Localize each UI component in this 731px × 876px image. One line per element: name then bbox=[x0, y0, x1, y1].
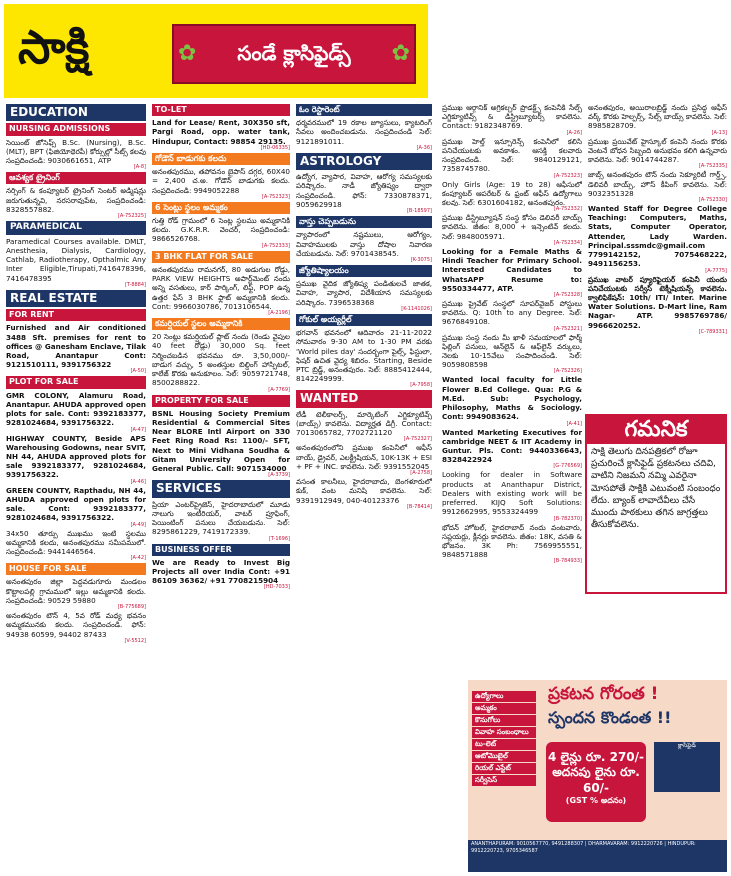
subsection-business: BUSINESS OFFER bbox=[152, 544, 290, 556]
classified-ad: భగవాన్ భవనంలో ఆదివారం 21-11-2022 సోమవారం 9-30 AM to 1-30 PM వరకు 'World piles day' సందర్భంగా పైల్స్, ఫిస్టులా, ఫిషర్ ఉచిత వైద్య శిబిరం. Starting, Beside PTC బ్రిడ్జ్, అనంతపురం. సెల్: 8885412444, 8142249999. [A-7958] bbox=[296, 328, 432, 389]
classified-ad: Furnished and Air conditioned 3488 Sft. premises for rent to offices @ Ganesham Enclave, Tilak Road, Anantapur Cont: 9121510111, 9391756322 [A-50] bbox=[6, 323, 146, 375]
classified-ad: Looking for a Female Maths & Hindi Teacher for Primary School. Interested Candidates to WhatsAPP Resume to: 9550334477, ATP. [A-752328] bbox=[442, 246, 582, 298]
subsection-lease: గోడౌన్ బాడుగకు కలదు bbox=[152, 153, 290, 165]
category-tag: టు-లెట్ bbox=[472, 739, 536, 750]
category-tag: ఉద్యోగాలు bbox=[472, 691, 536, 702]
column-4 bbox=[442, 102, 582, 676]
classified-ad: ప్రముఖ హెల్త్ ఇన్సూరెన్స్ కంపెనీలో కలిసి పనిచేయుటకు అవకాశం. ఆసక్తి కలవారు సంప్రదించండి. సెల్: 9840129121, 7358745780. [A-752323] bbox=[442, 136, 582, 179]
classified-ad: వసంత కాలనీలు, హైదరాబాదు, బెంగళూరులో కుక్, వంట మనిషి కావలెను. సెల్: 9391912949, 040-40123376 [B-78414] bbox=[296, 477, 432, 510]
classified-ad: జాబ్స్ అనంతపురం టౌన్ నందు సెక్యూరిటీ గార్డ్స్, డెలివరీ బాయ్స్, హౌస్ కీపింగ్ కావలెను. సెల్: 9032351328 [A-752330] bbox=[588, 170, 727, 203]
section-real-estate: REAL ESTATE bbox=[6, 290, 146, 307]
subsection-flat: 3 BHK FLAT FOR SALE bbox=[152, 251, 290, 263]
category-tag: రియల్ ఎస్టేట్ bbox=[472, 763, 536, 774]
classified-ad: అనంతపురం జిల్లా పెద్దవడుగూరు మండలం కొట్టాలపల్లి గ్రామములో ఇల్లు అమ్మకానికి కలదు. సంప్రదించండి: 90529 59880 [B-775689] bbox=[6, 577, 146, 611]
classified-ad: గుత్తి రోడ్ గ్రామంలో 6 సెంట్ల స్థలము అమ్మకానికి కలదు. G.K.R.R. వెంచర్, సంప్రదించండి: 9866526768. [A-752333] bbox=[152, 216, 290, 249]
promo-badge: క్లాసిఫైడ్ bbox=[654, 742, 720, 792]
classified-ad: ప్రముఖ ప్రయివేట్ హైస్కూల్ కంపెనీ నందు కొరకు వెంటనే బోధన సిబ్బంది అనుభవం కలిగి ఉన్నవారు కావలెను. సెల్: 9014744287. [A-752335] bbox=[588, 136, 727, 170]
subsection-to-let: TO-LET bbox=[152, 104, 290, 116]
subsection-vastu: వాస్తు చెప్పబడును bbox=[296, 216, 432, 228]
classified-ad: Only Girls (Age: 19 to 28) ఆఫీసులో కంప్యూటర్ ఆపరేటర్ & ఫ్రంట్ ఆఫీస్ ఉద్యోగాలు కలవు. సెల్: 6301604182, అనంతపురం. [A-752332] bbox=[442, 179, 582, 213]
subsection-nursing: NURSING ADMISSIONS bbox=[6, 123, 146, 135]
section-astrology: ASTROLOGY bbox=[296, 153, 432, 170]
classified-ad: ప్రియా ఎంటర్‌ప్రైజెస్, హైదరాబాదులో మూడు నాలుగు ఇంటీరియర్, వాటర్ ప్రూఫింగ్, పెయింటింగ్ పనులు చేయబడును. సెల్: 8295861229, 7419172339. [T-1696] bbox=[152, 499, 290, 542]
butterfly-icon: ✿ bbox=[178, 41, 197, 66]
subsection-gokul: గోకుల్ అయ్యర్లీల్ bbox=[296, 314, 432, 326]
notice-text: సాక్షి తెలుగు దినపత్రికలో రోజూ ప్రచురించే క్లాసిఫైడ్ ప్రకటనలు చదివి, వాటిని నిజమని నమ్మి ఎవరైనా మోసపోతే సాక్షికి ఎటువంటి సంబంధం లేదు. బ్యాంక్ లావాదేవీలు చేసే ముందు పాఠకులు తగిన జాగ్రత్తలు తీసుకోవలెను. bbox=[591, 447, 721, 530]
subsection-sites: 6 సెంట్లు స్థలం అమ్మకం bbox=[152, 202, 290, 214]
classified-ad: GREEN COUNTY, Rapthadu, NH 44, AHUDA approved open plots for sale. Cont: 9392183377, 9281024684, 9391756322. [A-49] bbox=[6, 485, 146, 528]
classified-ad: 20 సెంట్లు కమర్షియల్ ప్లాట్ నందు (రెండు వైపుల 40 feet రోడ్లు) 30,000 Sq. feet నిర్మించబడిన భవనము రూ. 3,50,000/- బాడుగ వచ్చు, 5 అంతస్తుల బిల్డింగ్ హాస్పిటల్, కాలేజ్ కొరకు అనుకూలం. సెల్: 9059721748, 8500288822. [A-7769] bbox=[152, 332, 290, 393]
subsection-property: PROPERTY FOR SALE bbox=[152, 395, 290, 407]
classified-ad: వ్యాపారంలో నష్టములు, ఆరోగ్యం, వివాహములకు వాస్తు దోషాల నివారణ చేయబడును. సెల్: 9701438545. [K-3075] bbox=[296, 230, 432, 264]
column-3 bbox=[296, 102, 432, 872]
price-box bbox=[546, 742, 646, 822]
promo-subtitle: స్పందన కొండంత !! bbox=[548, 708, 672, 727]
category-tag: అమ్మకం bbox=[472, 703, 536, 714]
price-line-1: 4 లైన్లు రూ. 270/- bbox=[547, 750, 645, 764]
classified-ad: Paramedical Courses available. DMLT, Anesthesia, Dialysis, Cardiology, Cathlab, Radiotherapy, Opthalmic Any Inter Eligible,Tirupati,7416478396, 7416478395 [T-8884] bbox=[6, 236, 146, 288]
classified-ad: అనంతపురము, తపోవనం బైపాస్ దగ్గర, 60X40 = 2,400 చ.అ. గోడౌన్ బాడుగకు కలదు. సంప్రదించండి: 9949052288 [A-752323] bbox=[152, 167, 290, 200]
classified-promo-ad bbox=[468, 680, 727, 872]
category-tag: కొనుగోలు bbox=[472, 715, 536, 726]
section-education: EDUCATION bbox=[6, 104, 146, 121]
notice-box bbox=[585, 414, 727, 594]
classified-ad: We are Ready to Invest Big Projects all over India Cont: +91 86109 36362/ +91 7708215904 [HD-7033] bbox=[152, 557, 290, 591]
sunday-classifieds-banner bbox=[172, 24, 416, 84]
banner-title: సండే క్లాసిఫైడ్స్ bbox=[237, 41, 351, 66]
section-services: SERVICES bbox=[152, 480, 290, 497]
classified-ad: ఉద్యోగ, వ్యాపార, వివాహ, ఆరోగ్య సమస్యలకు పరిష్కారం. నాడీ జ్యోతిష్యం ద్వారా సంప్రదించండి. ఫోన్: 7330878371, 9059629918 [B-18597] bbox=[296, 172, 432, 215]
classified-ad: GMR COLONY, Alamuru Road, Anantapur. AHUDA approved open plots for sale. Cont: 9392183377, 9281024684, 9391756322. [A-47] bbox=[6, 390, 146, 433]
column-1 bbox=[6, 102, 146, 872]
price-line-2: అదనపు లైను రూ. 60/- bbox=[552, 765, 640, 795]
classified-ad: లేడీ టెలీకాలర్స్, మార్కెటింగ్ ఎగ్జిక్యూటివ్స్ (బాయ్స్) కావలెను. విద్యార్హత డిగ్రీ. Contact: 7013065782, 7702721120 [A-752327] bbox=[296, 409, 432, 443]
classified-ad: ప్రముఖ సంస్థ నందు మీ ఖాళీ సమయాలలో ఫార్మ్ ఫిల్లింగ్ పనులు, ఆన్‌లైన్ & ఆఫ్‌లైన్ వర్కులు, నెలకు 10-15వేలు సంపాదించండి. సెల్: 9059808598 [A-752326] bbox=[442, 332, 582, 375]
classified-ad: నర్సింగ్ & కంప్యూటర్ ట్రైనింగ్ సెంటర్ అడ్మిషన్లు జరుగుతున్నవి, నరసరావుపేట, సంప్రదించండి: 8328557882. [A-752325] bbox=[6, 186, 146, 220]
promo-contacts: ANANTHAPURAM: 9010567770, 9491288307 | DHARMAVARAM: 9912220726 | HINDUPUR: 9912220723, 9705346587 bbox=[468, 840, 727, 872]
classified-ad: ప్రముఖ వైదిక జ్యోతిష్య పండితులచే జాతక, వివాహ, వ్యాపార, విదేశీయాన సమస్యలకు పరిష్కారం. 7396538368 [K-1141026] bbox=[296, 279, 432, 312]
classified-ad: అనంతపురము రామనగర్, 80 అడుగుల రోడ్డు, PARK VIEW HEIGHTS అపార్ట్‌మెంట్ నందు అన్ని వసతులు, కార్ పార్కింగ్, లిఫ్ట్, POP ఉన్న ఉత్తర ఫేస్ 3 BHK ఫ్లాట్ అమ్మకానికి కలదు. Cont: 9966030786, 7013106544. [A-2196] bbox=[152, 264, 290, 316]
classified-ad: ధర్మవరములో 19 రకాల జ్యూసులు, క్యాటరింగ్ సేవలు అందించబడును. సంప్రదించండి సెల్: 9121891011. [A-36] bbox=[296, 118, 432, 151]
subsection-for-rent: FOR RENT bbox=[6, 309, 146, 321]
classified-ad: Wanted Staff for Degree College Teaching: Computers, Maths, Stats, Computer Operator, Attender, Lady Warden. Principal.sssmdc@gmail.com 7799142152, 7075468222, 9491156253. [A-7775] bbox=[588, 203, 727, 274]
subsection-jyotish: జ్యోతిష్యాలయం bbox=[296, 265, 432, 277]
subsection-house-sale: HOUSE FOR SALE bbox=[6, 563, 146, 575]
column-5 bbox=[588, 102, 727, 410]
category-tag: వివాహ సంబంధాలు bbox=[472, 727, 536, 738]
category-tags bbox=[472, 690, 536, 787]
classified-ad: Looking for dealer in Software products at Ananthapur District, Dealers with existing work will be preferred. KIJQ Soft Solutions: 9912662995, 9553324499 [B-782370] bbox=[442, 470, 582, 522]
section-paramedical: PARAMEDICAL bbox=[6, 221, 146, 235]
masthead bbox=[4, 4, 428, 98]
classified-ad: అనంతపురంలోని ప్రముఖ కంపెనీలో ఆఫీస్ బాయ్, డ్రైవర్, ఎలక్ట్రీషియన్, 10K-13K + ESI + PF + INC. కావలెను. సెల్: 9391552045 [A-2758] bbox=[296, 443, 432, 477]
classified-ad: ప్రముఖ ఆర్గానిక్ అగ్రికల్చర్ ప్రొడక్ట్స్ కంపెనీకి సేల్స్ ఎగ్జిక్యూటివ్స్ & డిస్ట్రిబ్యూటర్స్ కావలెను. Contact: 9182348769. [A-26] bbox=[442, 103, 582, 136]
sakshi-logo: సాక్షి bbox=[18, 20, 90, 74]
subsection-training: ఆవశ్యక ట్రైనింగ్ bbox=[6, 172, 146, 184]
category-tag: ఆటోమొబైల్ bbox=[472, 751, 536, 762]
butterfly-icon: ✿ bbox=[391, 41, 410, 66]
subsection-commercial: కమర్షియల్ స్థలం అమ్మకానికి bbox=[152, 318, 290, 330]
classified-ad: BSNL Housing Society Premium Residential & Commercial Sites Near BLORE Intl Airport on 330 Feet Ring Road Rs: 1100/- SFT, Next to Mini Vidhana Soudha & Gitam University Open for General Public. Call: 9071534000 [A-3739] bbox=[152, 408, 290, 479]
classified-ad: సెయింట్ జోసెఫ్స్ B.Sc. (Nursing), B.Sc. (MLT), BPT (ఫిజియోథెరపీ) కోర్సుల్లో సీట్స్ కలవు సంప్రదించండి: 9030661651, ATP [A-8] bbox=[6, 137, 146, 171]
classified-ad: Wanted Marketing Executives for cambridge NEET & IIT Academy in Guntur. Pls. Cont: 9440336643, 8328422924 [G-776569] bbox=[442, 427, 582, 470]
classified-ad: ప్రముఖ వాటర్ ప్యూరిఫైయర్ కంపెనీ యందు పనిచేయుటకు సర్వీస్ టెక్నీషియన్స్ కావలెను. క్వాలిఫికేషన్: 10th/ ITI/ Inter. Marine Water Solutions. D-Mart line, Ram Nagar- ATP. 9985769786/ 9966620252. [C-789331] bbox=[588, 274, 727, 335]
column-2 bbox=[152, 102, 290, 872]
price-gst: (GST % అదనం) bbox=[565, 796, 627, 806]
classified-ad: ప్రముఖ డిస్ట్రిబ్యూషన్ సంస్థ కోసం డెలివరీ బాయ్స్ కావలెను. జీతం: 8,000 + ఇన్సెంటివ్ కలదు. సెల్: 9848005971. [A-752334] bbox=[442, 213, 582, 246]
promo-title: ప్రకటన గోరంత ! bbox=[548, 684, 659, 704]
notice-heading: గమనిక bbox=[587, 416, 725, 444]
classified-ad: Wanted local faculty for Little Flower B.Ed College. Qua: P.G & M.Ed. Sub: Psychology, Philosophy, Maths & Sociology. Cont: 9949083624. [A-41] bbox=[442, 375, 582, 427]
classified-ad: 34x50 తూర్పు ముఖము ఇంటి స్థలము అమ్మకానికి కలదు, అనంతపురము సమీపములో. సంప్రదించండి: 9441446564. [A-42] bbox=[6, 528, 146, 562]
classified-ad: భోదన్ హోటల్, హైదరాబాద్ నందు వంటవారు, సప్లయర్లు, క్లీనర్లు కావలెను. జీతం: 18K, వసతి & భోజనం. 3K Ph: 7569955551, 9848571888 [B-784933] bbox=[442, 522, 582, 565]
classified-ad: Land for Lease/ Rent, 30X350 sft, Pargi Road, opp. water tank, Hindupur, Contact: 98854 29135. [HD-06335] bbox=[152, 118, 290, 151]
section-wanted: WANTED bbox=[296, 390, 432, 407]
classified-ad: అనంతపురం టౌన్ 4, 5వ రోడ్ మధ్య భవనం అమ్మకమునకు కలదు. సంప్రదించండి. ఫోన్: 94938 60599, 94402 87433 [V-5512] bbox=[6, 611, 146, 644]
classified-ad: ప్రముఖ ప్రైవేట్ సంస్థలో సూపర్‌వైజర్ పోస్టులు కావలెను. Q: 10th to any Degree. సెల్: 9676849108. [A-752321] bbox=[442, 298, 582, 332]
classified-ad: అనంతపురం, అయిరాలబ్రిడ్జ్ నందు ప్రసిద్ధ ఆఫీస్ వర్క్ కొరకు హెల్పర్స్, సేల్స్ బాయ్స్ కావలెను. సెల్: 8985828709. [A-13] bbox=[588, 103, 727, 136]
classified-ad: HIGHWAY COUNTY, Beside APS Warehousing Godowns, near SVIT, NH 44, AHUDA approved plots for sale 9392183377, 9281024684, 9391756322. [A-46] bbox=[6, 433, 146, 485]
subsection-plot-sale: PLOT FOR SALE bbox=[6, 376, 146, 388]
category-tag: సర్వీసెస్ bbox=[472, 775, 536, 786]
subsection-restaurant: ఓం రెస్టారెంట్ bbox=[296, 104, 432, 116]
